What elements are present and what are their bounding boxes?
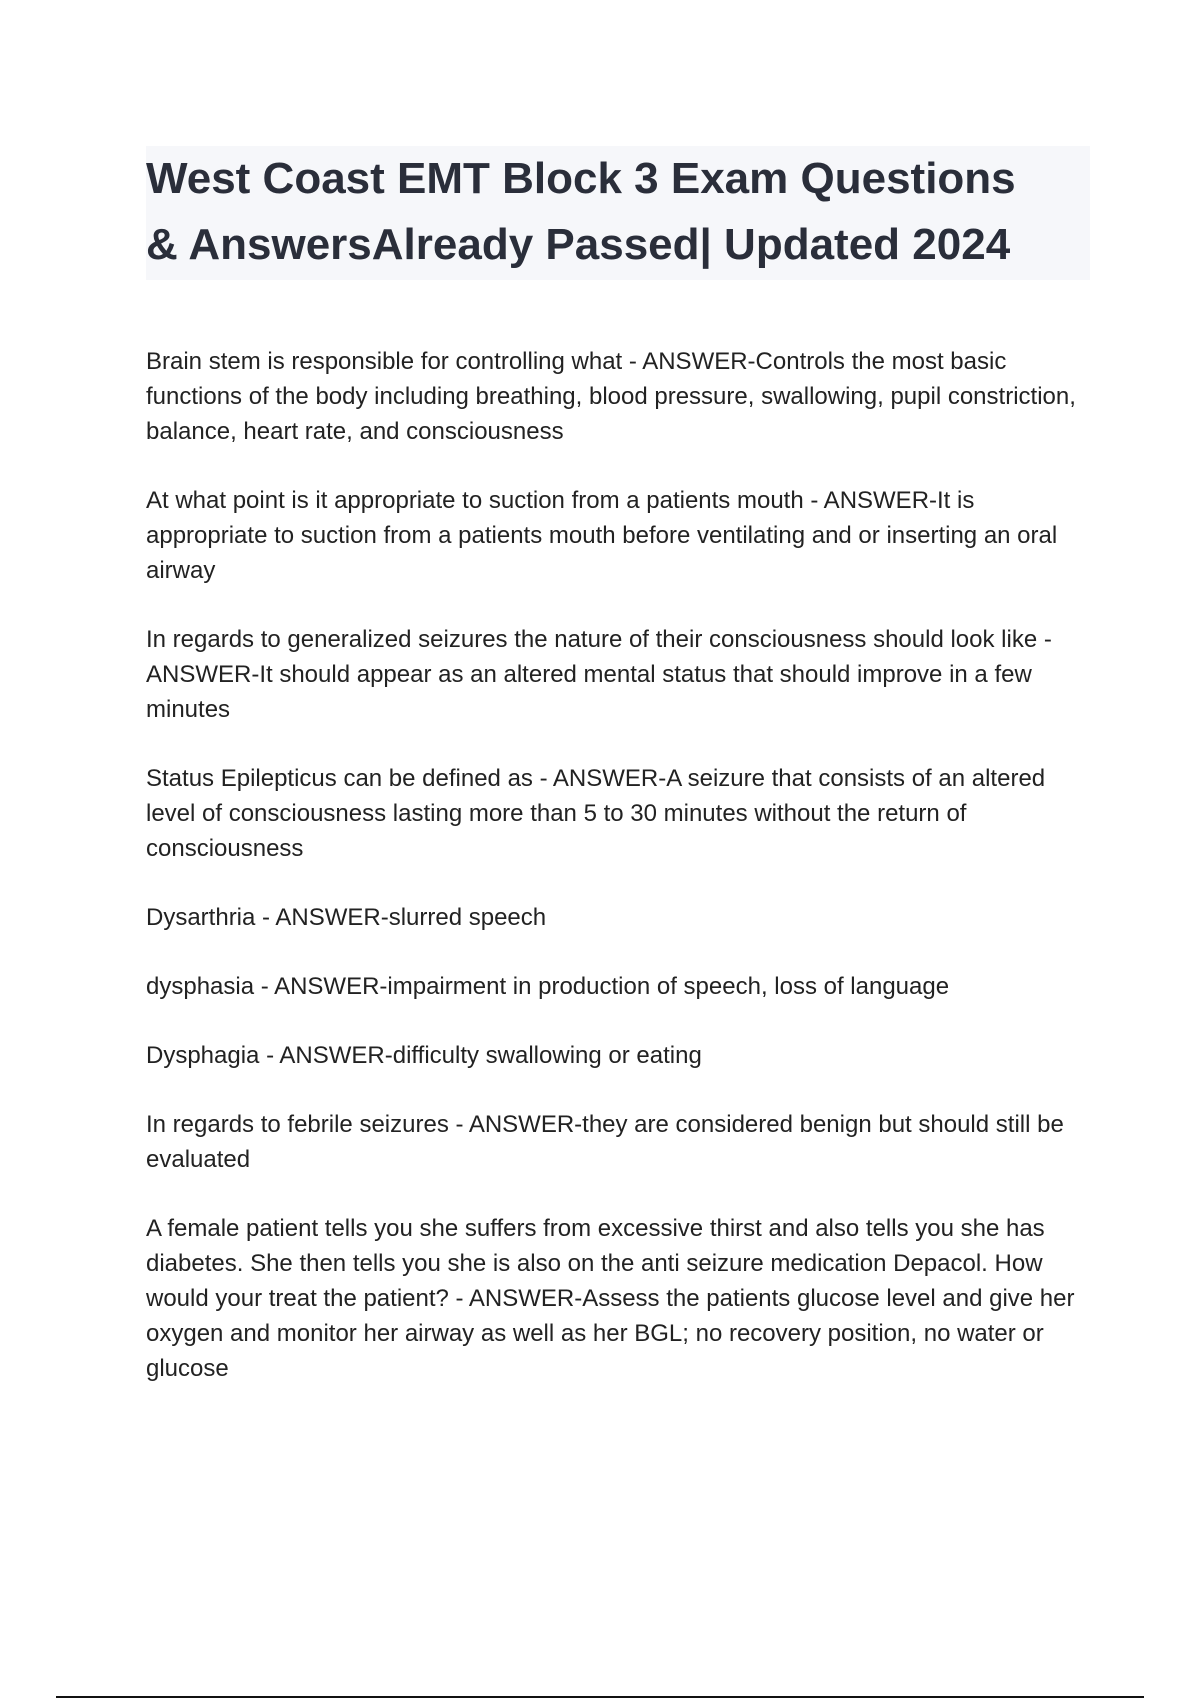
qa-item: In regards to generalized seizures the nature of their consciousness should look like - ANSWER-It should appear as an altered mental status that should improve in a few minutes	[146, 626, 1052, 723]
qa-item: Brain stem is responsible for controlling what - ANSWER-Controls the most basic functions of the body including breathing, blood pressure, swallowing, pupil constriction, balance, heart rate, and consciousness	[146, 348, 1076, 445]
title-line-2: & AnswersAlready Passed| Updated 2024	[146, 220, 1011, 269]
document-title	[146, 146, 1090, 278]
title-banner	[146, 146, 1090, 280]
title-line-1: West Coast EMT Block 3 Exam Questions	[146, 154, 1016, 203]
page-bottom-divider	[56, 1696, 1144, 1698]
qa-item: Dysphagia - ANSWER-difficulty swallowing or eating	[146, 1042, 702, 1069]
qa-item: At what point is it appropriate to suction from a patients mouth - ANSWER-It is appropriate to suction from a patients mouth before ventilating and or inserting an oral airway	[146, 487, 1058, 584]
qa-item: Status Epilepticus can be defined as - ANSWER-A seizure that consists of an altered level of consciousness lasting more than 5 to 30 minutes without the return of consciousness	[146, 765, 1046, 862]
qa-item: A female patient tells you she suffers from excessive thirst and also tells you she has diabetes. She then tells you she is also on the anti seizure medication Depacol. How would your treat the patient? - ANSWER-Assess the patients glucose level and give her oxygen and monitor her airway as well as her BGL; no recovery position, no water or glucose	[146, 1215, 1075, 1382]
qa-item: dysphasia - ANSWER-impairment in production of speech, loss of language	[146, 973, 950, 1000]
qa-item: Dysarthria - ANSWER-slurred speech	[146, 904, 547, 931]
qa-list	[146, 344, 1096, 1420]
qa-item: In regards to febrile seizures - ANSWER-they are considered benign but should still be evaluated	[146, 1111, 1064, 1173]
